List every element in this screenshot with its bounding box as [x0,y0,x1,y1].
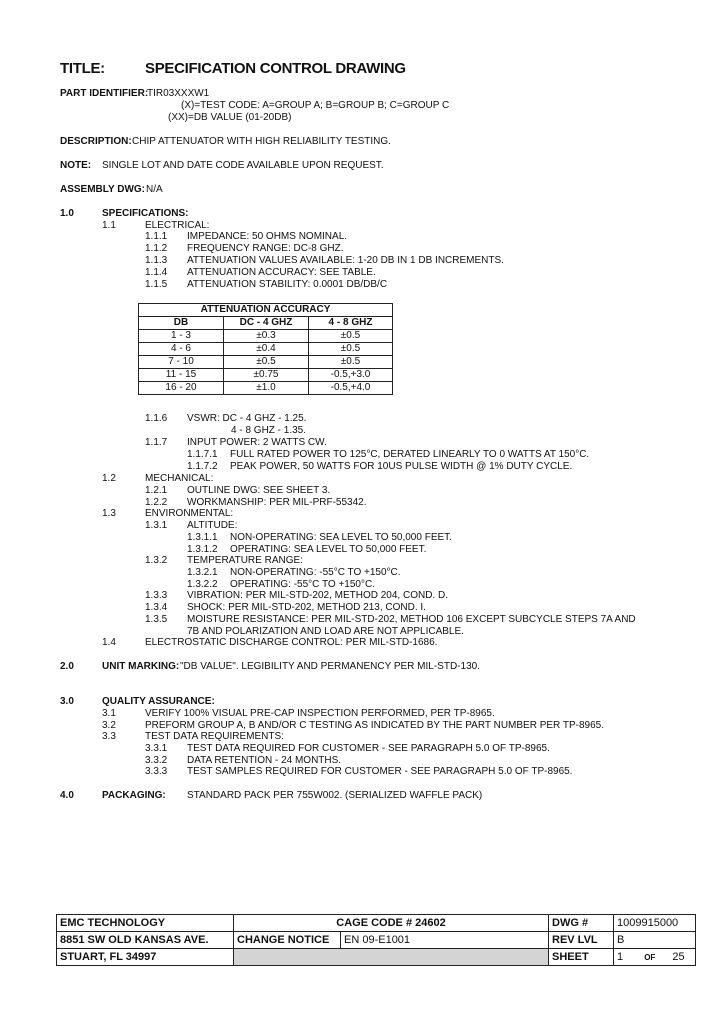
clause-number: 1.2.2 [145,497,168,508]
clause-number: 1.3.2.2 [187,579,218,590]
change-notice-value: EN 09-E1001 [341,932,549,949]
clause-text: ELECTROSTATIC DISCHARGE CONTROL: PER MIL-STD-1686. [145,637,438,648]
clause-text-continued: 7B AND POLARIZATION AND LOAD ARE NOT APPLICABLE. [187,626,464,637]
clause-text: TEST DATA REQUIREMENTS: [145,731,284,742]
clause-text: NON-OPERATING: SEA LEVEL TO 50,000 FEET. [230,532,452,543]
cage-code: CAGE CODE # 24602 [234,915,549,932]
section-number: 3.0 [60,696,74,707]
sheet-number: 1 [617,951,624,963]
unit-marking-value: "DB VALUE". LEGIBILITY AND PERMANENCY PER MIL-STD-130. [180,661,480,672]
table-row [139,369,393,382]
clause-text: NON-OPERATING: -55°C TO +150°C. [230,567,401,578]
clause-number: 1.3.4 [145,602,168,613]
table-row [139,330,393,343]
part-identifier-test-code: (X)=TEST CODE: A=GROUP A; B=GROUP B; C=GROUP C [181,100,450,111]
dwg-number-label: DWG # [549,915,614,932]
description-label: DESCRIPTION: [60,136,132,147]
dwg-number-value: 1009915000 [614,915,696,932]
clause-number: 1.3.2 [145,555,168,566]
section-heading-unit-marking: UNIT MARKING: [102,661,180,672]
table-cell: -0.5,+3.0 [309,369,393,382]
sheet-of-label: OF [644,953,656,962]
packaging-value: STANDARD PACK PER 755W002. (SERIALIZED WAFFLE PACK) [187,790,483,801]
table-cell: 1 - 3 [139,330,224,343]
table-header: 4 - 8 GHZ [309,317,393,330]
clause-text: MECHANICAL: [145,473,214,484]
title-label: TITLE: [60,60,105,77]
document-title: SPECIFICATION CONTROL DRAWING [145,60,406,77]
clause-text: WORKMANSHIP: PER MIL-PRF-55342. [187,497,367,508]
table-cell: ±1.0 [224,382,309,395]
table-cell: 16 - 20 [139,382,224,395]
part-identifier-value: TIR03XXXW1 [147,88,210,99]
rev-level-value: B [614,932,696,949]
clause-number: 3.2 [102,720,116,731]
clause-text: ATTENUATION ACCURACY: SEE TABLE. [187,267,376,278]
clause-number: 1.1 [102,220,116,231]
clause-number: 1.3.5 [145,614,168,625]
clause-number: 1.1.7.2 [187,461,218,472]
sheet-indicator [614,949,696,966]
table-header: DC - 4 GHZ [224,317,309,330]
part-identifier-label: PART IDENTIFIER: [60,88,149,99]
table-row [139,343,393,356]
table-cell: ±0.4 [224,343,309,356]
company-address-line2: STUART, FL 34997 [57,949,234,966]
clause-text: PREFORM GROUP A, B AND/OR C TESTING AS INDICATED BY THE PART NUMBER PER TP-8965. [145,720,604,731]
clause-text: VIBRATION: PER MIL-STD-202, METHOD 204, COND. D. [187,590,448,601]
shaded-cell [234,949,549,966]
clause-number: 1.1.4 [145,267,168,278]
table-cell: ±0.5 [224,356,309,369]
clause-text: ENVIRONMENTAL: [145,508,234,519]
clause-number: 1.1.7.1 [187,449,218,460]
company-name: EMC TECHNOLOGY [57,915,234,932]
table-row [139,382,393,395]
clause-text: ATTENUATION VALUES AVAILABLE: 1-20 DB IN 1 DB INCREMENTS. [187,255,504,266]
title-block [56,914,696,966]
note-label: NOTE: [60,160,92,171]
clause-text: TEST DATA REQUIRED FOR CUSTOMER - SEE PARAGRAPH 5.0 OF TP-8965. [187,743,550,754]
clause-text: MOISTURE RESISTANCE: PER MIL-STD-202, METHOD 106 EXCEPT SUBCYCLE STEPS 7A AND [187,614,636,625]
clause-number: 3.3.2 [145,755,168,766]
section-number: 4.0 [60,790,74,801]
table-cell: ±0.3 [224,330,309,343]
clause-text: ATTENUATION STABILITY: 0.0001 DB/DB/C [187,279,388,290]
clause-text: SHOCK: PER MIL-STD-202, METHOD 213, COND. I. [187,602,426,613]
section-heading-quality-assurance: QUALITY ASSURANCE: [102,696,215,707]
table-cell: 4 - 6 [139,343,224,356]
clause-number: 1.3.1.2 [187,544,218,555]
clause-number: 1.2.1 [145,485,168,496]
sheet-label: SHEET [549,949,614,966]
description-value: CHIP ATTENUATOR WITH HIGH RELIABILITY TESTING. [132,136,391,147]
table-header: DB [139,317,224,330]
table-cell: ±0.75 [224,369,309,382]
clause-text: TEST SAMPLES REQUIRED FOR CUSTOMER - SEE PARAGRAPH 5.0 OF TP-8965. [187,766,573,777]
clause-number: 1.1.1 [145,231,168,242]
clause-number: 1.3.1.1 [187,532,218,543]
clause-number: 1.1.3 [145,255,168,266]
clause-text-continued: 4 - 8 GHZ - 1.35. [231,425,307,436]
clause-number: 3.3 [102,731,116,742]
table-cell: ±0.5 [309,343,393,356]
table-cell: -0.5,+4.0 [309,382,393,395]
assembly-dwg-value: N/A [146,184,163,195]
clause-text: OPERATING: -55°C TO +150°C. [230,579,375,590]
company-address-line1: 8851 SW OLD KANSAS AVE. [57,932,234,949]
section-heading-packaging: PACKAGING: [102,790,166,801]
sheet-total: 25 [672,951,685,963]
assembly-dwg-label: ASSEMBLY DWG: [60,184,146,195]
clause-text: OPERATING: SEA LEVEL TO 50,000 FEET. [230,544,427,555]
clause-number: 3.3.3 [145,766,168,777]
table-cell: ±0.5 [309,330,393,343]
clause-number: 1.2 [102,473,116,484]
clause-text: ELECTRICAL: [145,220,210,231]
clause-number: 1.1.7 [145,437,168,448]
clause-number: 1.3.2.1 [187,567,218,578]
section-number: 2.0 [60,661,74,672]
clause-text: IMPEDANCE: 50 OHMS NOMINAL. [187,231,348,242]
clause-number: 1.1.6 [145,413,168,424]
clause-number: 1.3.1 [145,520,168,531]
section-number: 1.0 [60,208,74,219]
clause-number: 1.3.3 [145,590,168,601]
table-cell: 7 - 10 [139,356,224,369]
clause-text: OUTLINE DWG: SEE SHEET 3. [187,485,331,496]
clause-number: 1.4 [102,637,116,648]
table-cell: ±0.5 [309,356,393,369]
clause-text: TEMPERATURE RANGE: [187,555,303,566]
clause-number: 1.3 [102,508,116,519]
clause-text: DATA RETENTION - 24 MONTHS. [187,755,342,766]
table-cell: 11 - 15 [139,369,224,382]
note-value: SINGLE LOT AND DATE CODE AVAILABLE UPON REQUEST. [102,160,384,171]
clause-text: FULL RATED POWER TO 125°C, DERATED LINEARLY TO 0 WATTS AT 150°C. [230,449,590,460]
table-row [139,356,393,369]
clause-text: VERIFY 100% VISUAL PRE-CAP INSPECTION PERFORMED, PER TP-8965. [145,708,495,719]
clause-text: VSWR: DC - 4 GHZ - 1.25. [187,413,307,424]
clause-number: 1.1.5 [145,279,168,290]
rev-level-label: REV LVL [549,932,614,949]
table-title: ATTENUATION ACCURACY [139,304,393,317]
clause-text: FREQUENCY RANGE: DC-8 GHZ. [187,243,344,254]
clause-number: 1.1.2 [145,243,168,254]
clause-number: 3.1 [102,708,116,719]
change-notice-label: CHANGE NOTICE [234,932,341,949]
clause-text: PEAK POWER, 50 WATTS FOR 10US PULSE WIDTH @ 1% DUTY CYCLE. [230,461,573,472]
part-identifier-db-value: (XX)=DB VALUE (01-20DB) [168,112,292,123]
clause-number: 3.3.1 [145,743,168,754]
clause-text: ALTITUDE: [187,520,238,531]
attenuation-accuracy-table [138,303,393,395]
section-heading-specifications: SPECIFICATIONS: [102,208,189,219]
clause-text: INPUT POWER: 2 WATTS CW. [187,437,327,448]
